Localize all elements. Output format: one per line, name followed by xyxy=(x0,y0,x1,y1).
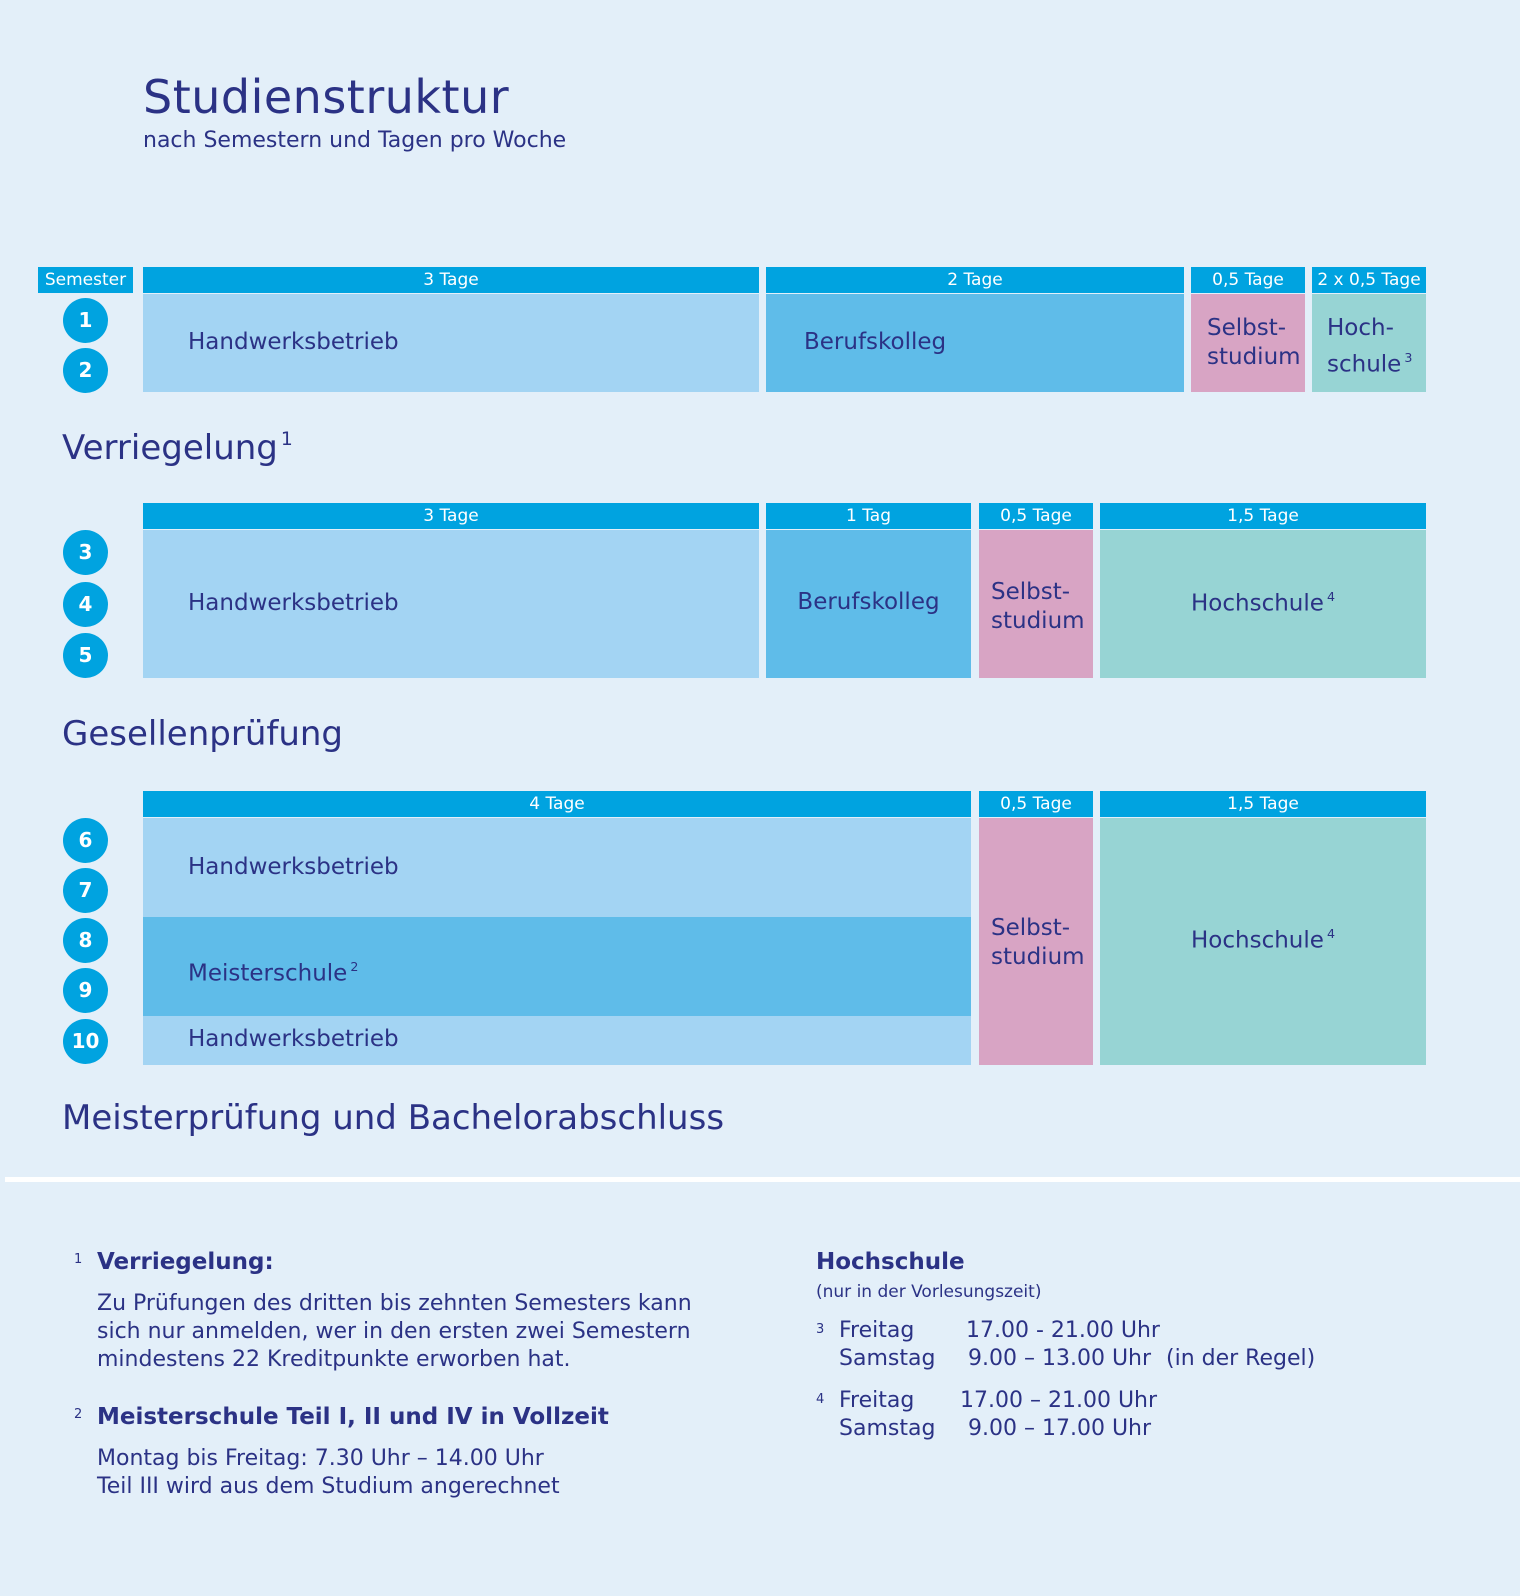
semester-circle: 9 xyxy=(63,968,108,1013)
block2-header-berufskolleg: 1 Tag xyxy=(766,503,971,529)
block1-hochschule xyxy=(1312,294,1426,392)
hochschule-heading: Hochschule xyxy=(816,1249,965,1275)
block1-header-hochschule: 2 x 0,5 Tage xyxy=(1312,267,1426,293)
footnote-3-mark: 3 xyxy=(816,1322,825,1337)
block3-handwerksbetrieb-bottom-label: Handwerksbetrieb xyxy=(188,1026,399,1052)
block1-header-berufskolleg: 2 Tage xyxy=(766,267,1184,293)
milestone-meisterpruefung-bachelor: Meisterprüfung und Bachelorabschluss xyxy=(62,1098,725,1138)
block3-hochschule xyxy=(1100,818,1426,1065)
hochschule-note: (nur in der Vorlesungszeit) xyxy=(816,1282,1042,1302)
block3-handwerksbetrieb-bottom xyxy=(143,1016,971,1065)
block3-selbststudium-line1: Selbst- xyxy=(991,915,1071,941)
block1-selbststudium-line1: Selbst- xyxy=(1207,315,1287,341)
footnote-1-mark: 1 xyxy=(74,1252,83,1267)
block1-header-selbststudium: 0,5 Tage xyxy=(1191,267,1305,293)
block3-handwerksbetrieb-top-label: Handwerksbetrieb xyxy=(188,854,399,880)
block2-header-handwerk: 3 Tage xyxy=(143,503,759,529)
footnote-2-text: Montag bis Freitag: 7.30 Uhr – 14.00 Uhr Teil III wird aus dem Studium angerechnet xyxy=(97,1446,560,1499)
semester-circle: 10 xyxy=(63,1019,108,1064)
block2-berufskolleg-label: Berufskolleg xyxy=(797,589,940,615)
footnote-ref-3: 3 xyxy=(1404,350,1413,365)
block1-berufskolleg-label: Berufskolleg xyxy=(804,329,947,355)
footnote-ref-2: 2 xyxy=(350,959,359,974)
page-title: Studienstruktur xyxy=(143,70,510,124)
semester-circle: 8 xyxy=(63,918,108,963)
block1-selbststudium xyxy=(1191,294,1305,392)
semester-circle: 4 xyxy=(63,582,108,627)
footnote-ref-1: 1 xyxy=(280,428,293,450)
footnote-3-time1: 17.00 - 21.00 Uhr xyxy=(966,1318,1160,1343)
footnote-2-heading: Meisterschule Teil I, II und IV in Vollzeit xyxy=(97,1404,609,1430)
block1-handwerksbetrieb-label: Handwerksbetrieb xyxy=(188,329,399,355)
block2-berufskolleg xyxy=(766,530,971,678)
footnote-1-heading: Verriegelung: xyxy=(97,1249,274,1275)
semester-circle: 6 xyxy=(63,818,108,863)
block3-header-handwerk: 4 Tage xyxy=(143,791,971,817)
footnote-1-text: Zu Prüfungen des dritten bis zehnten Semesters kann sich nur anmelden, wer in den ersten zwei Semestern mindestens 22 Kreditpunkte erworben hat. xyxy=(97,1291,692,1372)
semester-circle: 7 xyxy=(63,868,108,913)
block3-meisterschule-label: Meisterschule $^2$ xyxy=(188,959,359,987)
block2-header-hochschule: 1,5 Tage xyxy=(1100,503,1426,529)
footnote-4-day2: Samstag xyxy=(839,1416,936,1441)
footnote-3-time2: 9.00 – 13.00 Uhr xyxy=(968,1346,1152,1371)
block2-handwerksbetrieb xyxy=(143,530,759,678)
block1-hochschule-line1: Hoch- xyxy=(1327,315,1394,341)
semester-circle: 5 xyxy=(63,633,108,678)
milestone-gesellenpruefung: Gesellenprüfung xyxy=(62,714,344,754)
semester-header: Semester xyxy=(38,267,133,293)
block1-header-handwerk: 3 Tage xyxy=(143,267,759,293)
semester-circle: 2 xyxy=(63,348,108,393)
block3-header-hochschule: 1,5 Tage xyxy=(1100,791,1426,817)
block3-selbststudium xyxy=(979,818,1093,1065)
block2-selbststudium-line2: studium xyxy=(991,608,1085,634)
footnote-3-day2: Samstag xyxy=(839,1346,936,1371)
semester-circle: 1 xyxy=(63,298,108,343)
footnote-4-day1: Freitag xyxy=(839,1388,915,1413)
page-subtitle: nach Semestern und Tagen pro Woche xyxy=(143,128,567,153)
block1-hochschule-line2: schule $^3$ xyxy=(1327,350,1413,378)
block3-header-selbststudium: 0,5 Tage xyxy=(979,791,1093,817)
block2-handwerksbetrieb-label: Handwerksbetrieb xyxy=(188,590,399,616)
block3-hochschule-label: Hochschule $^4$ xyxy=(1191,926,1335,954)
block2-hochschule-label: Hochschule $^4$ xyxy=(1191,589,1335,617)
block1-handwerksbetrieb xyxy=(143,294,759,392)
milestone-verriegelung: Verriegelung $^1$ xyxy=(62,428,293,468)
block2-header-selbststudium: 0,5 Tage xyxy=(979,503,1093,529)
footnote-4-mark: 4 xyxy=(816,1392,825,1407)
block3-meisterschule xyxy=(143,917,971,1016)
block2-selbststudium-line1: Selbst- xyxy=(991,579,1071,605)
block1-selbststudium-line2: studium xyxy=(1207,344,1301,370)
footnote-2-mark: 2 xyxy=(74,1407,83,1422)
block3-handwerksbetrieb-top xyxy=(143,818,971,917)
section-divider xyxy=(5,1177,1520,1182)
footnote-4-time1: 17.00 – 21.00 Uhr xyxy=(960,1388,1158,1413)
footnote-4-time2: 9.00 – 17.00 Uhr xyxy=(968,1416,1152,1441)
block2-hochschule xyxy=(1100,530,1426,678)
block3-selbststudium-line2: studium xyxy=(991,944,1085,970)
block1-berufskolleg xyxy=(766,294,1184,392)
footnote-3-day1: Freitag xyxy=(839,1318,915,1343)
footnote-ref-4: 4 xyxy=(1326,589,1335,604)
semester-circle: 3 xyxy=(63,530,108,575)
footnote-ref-4: 4 xyxy=(1326,926,1335,941)
block2-selbststudium xyxy=(979,530,1093,678)
footnote-3-extra: (in der Regel) xyxy=(1166,1346,1316,1371)
